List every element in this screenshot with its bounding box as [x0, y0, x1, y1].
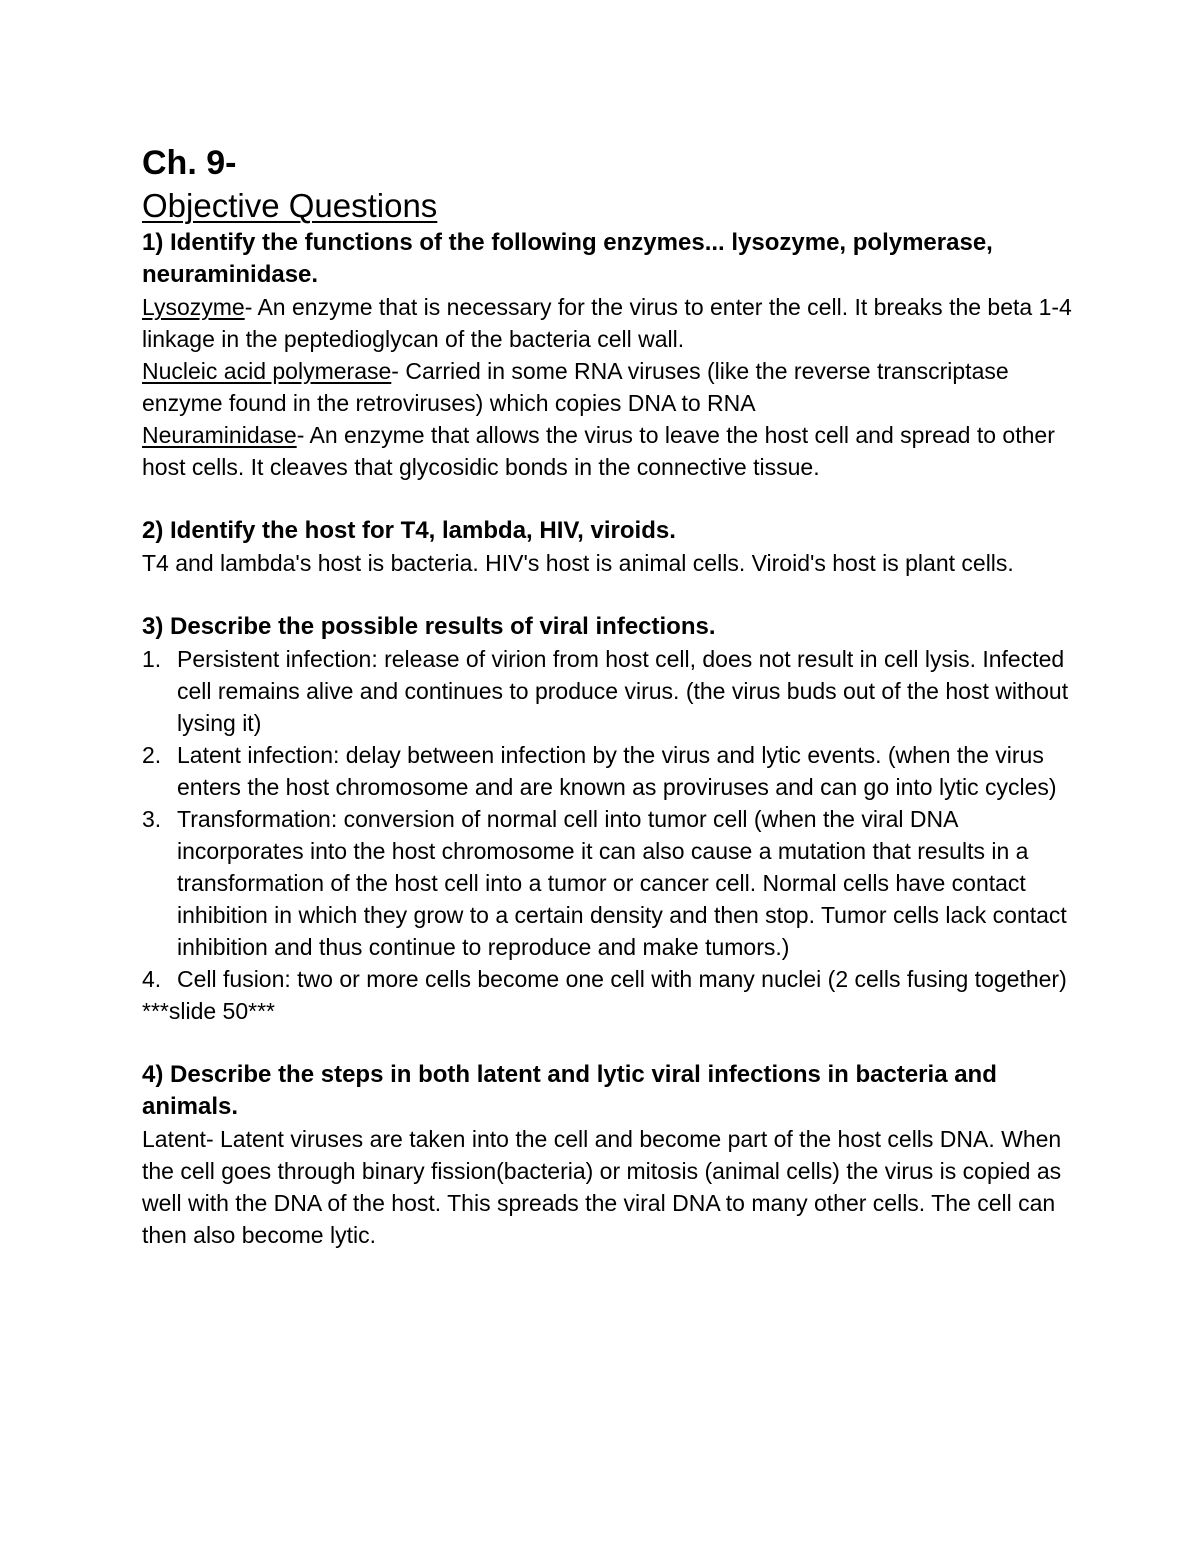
list-item-number: 2.	[142, 742, 162, 768]
section-subtitle: Objective Questions	[142, 187, 438, 224]
definition-lysozyme: - An enzyme that is necessary for the virus to enter the cell. It breaks the beta 1-4 linkage in the peptedioglycan of the bacteria cell wall.	[142, 294, 1072, 352]
spacer	[142, 1027, 1082, 1059]
enzyme-entry-polymerase	[142, 355, 1082, 419]
list-item-text: Latent infection: delay between infection by the virus and lytic events. (when the virus enters the host chromosome and are known as proviruses and can go into lytic cycles)	[177, 742, 1057, 800]
list-item	[142, 739, 1082, 803]
term-neuraminidase: Neuraminidase	[142, 422, 297, 448]
list-item-text: Transformation: conversion of normal cell into tumor cell (when the viral DNA incorporates into the host chromosome it can also cause a mutation that results in a transformation of the host cell into a tumor or cancer cell. Normal cells have contact inhibition in which they grow to a certain density and then stop. Tumor cells lack contact inhibition and thus continue to reproduce and make tumors.)	[177, 806, 1067, 960]
slide-note: ***slide 50***	[142, 998, 275, 1024]
spacer	[142, 579, 1082, 611]
spacer	[142, 483, 1082, 515]
infection-results-list	[142, 643, 1082, 995]
definition-neuraminidase: - An enzyme that allows the virus to leave the host cell and spread to other host cells. It cleaves that glycosidic bonds in the connective tissue.	[142, 422, 1055, 480]
enzyme-entry-lysozyme	[142, 291, 1082, 355]
term-lysozyme: Lysozyme	[142, 294, 245, 320]
answer-4: Latent- Latent viruses are taken into the cell and become part of the host cells DNA. When the cell goes through binary fission(bacteria) or mitosis (animal cells) the virus is copied as well with the DNA of the host. This spreads the viral DNA to many other cells. The cell can then also become lytic.	[142, 1126, 1062, 1248]
list-item-text: Cell fusion: two or more cells become one cell with many nuclei (2 cells fusing together)	[177, 966, 1067, 992]
list-item-number: 4.	[142, 966, 162, 992]
question-4: 4) Describe the steps in both latent and lytic viral infections in bacteria and animals.	[142, 1061, 997, 1120]
list-item-number: 1.	[142, 646, 162, 672]
list-item-text: Persistent infection: release of virion from host cell, does not result in cell lysis. Infected cell remains alive and continues to produce virus. (the virus buds out of the host without lysing it)	[177, 646, 1069, 736]
list-item	[142, 643, 1082, 739]
list-item-number: 3.	[142, 806, 162, 832]
question-3: 3) Describe the possible results of viral infections.	[142, 613, 716, 640]
answer-2: T4 and lambda's host is bacteria. HIV's host is animal cells. Viroid's host is plant cells.	[142, 550, 1014, 576]
question-2: 2) Identify the host for T4, lambda, HIV, viroids.	[142, 517, 676, 544]
list-item	[142, 963, 1082, 995]
definition-polymerase: - Carried in some RNA viruses (like the reverse transcriptase enzyme found in the retroviruses) which copies DNA to RNA	[142, 358, 1009, 416]
document-page	[142, 141, 1082, 1251]
term-polymerase: Nucleic acid polymerase	[142, 358, 392, 384]
enzyme-entry-neuraminidase	[142, 419, 1082, 483]
list-item	[142, 803, 1082, 963]
question-1: 1) Identify the functions of the following enzymes... lysozyme, polymerase, neuraminidase.	[142, 229, 993, 288]
chapter-title: Ch. 9-	[142, 144, 237, 182]
